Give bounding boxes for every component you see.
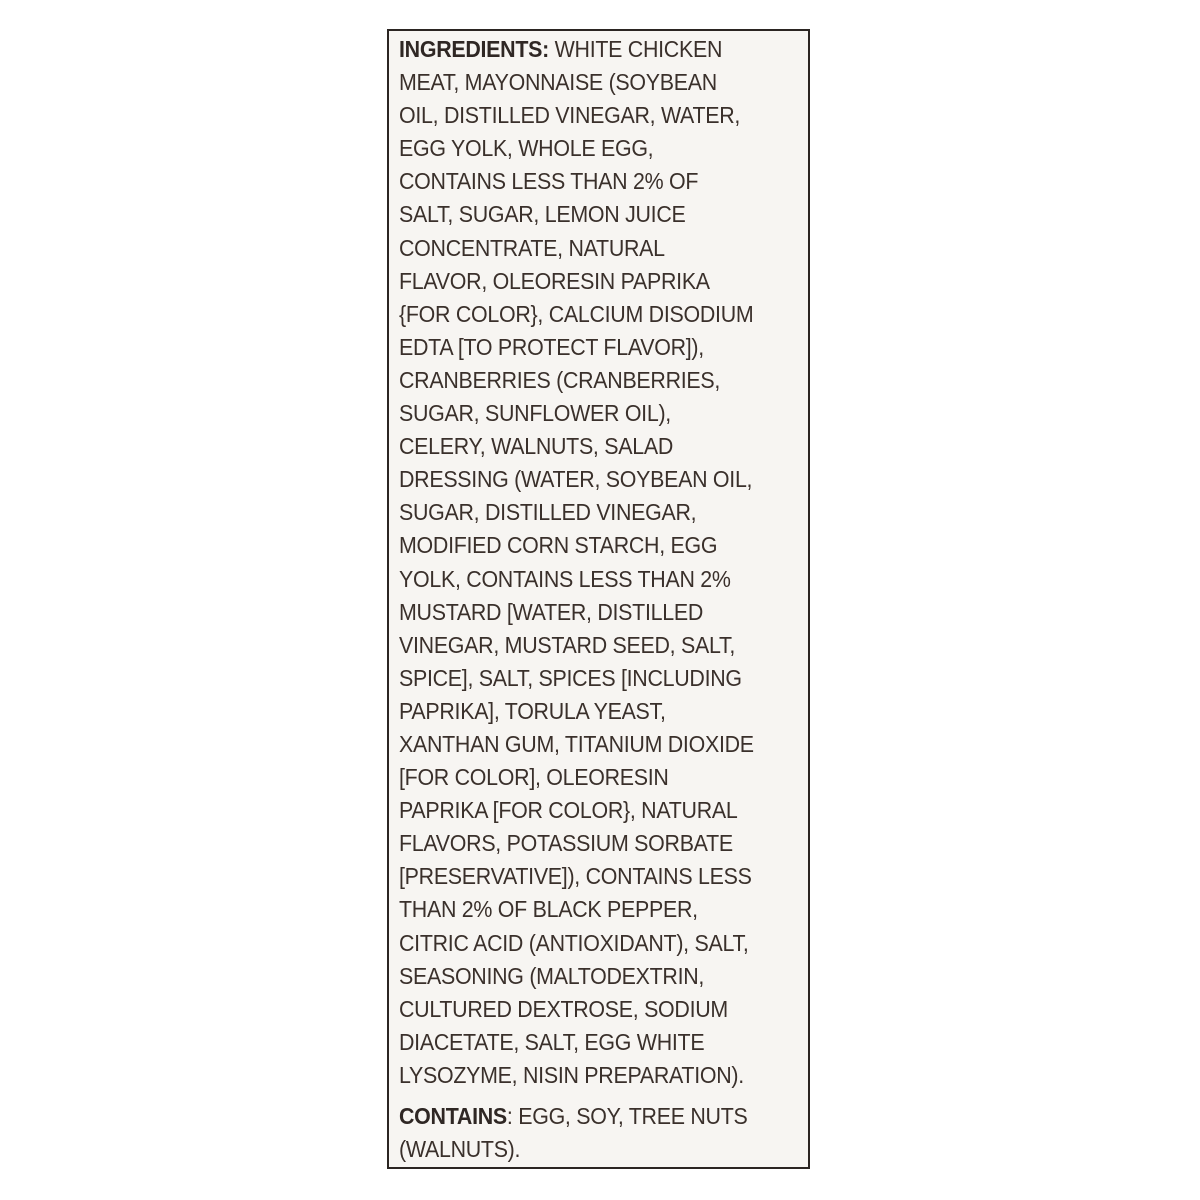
ingredients-line: YOLK, CONTAINS LESS THAN 2% [399, 565, 731, 592]
contains-first-line [399, 1100, 778, 1133]
contains-first-line-text: : EGG, SOY, TREE NUTS [506, 1103, 748, 1129]
ingredients-line: SPICE], SALT, SPICES [INCLUDING [399, 664, 742, 691]
ingredients-line: [PRESERVATIVE]), CONTAINS LESS [399, 863, 752, 890]
ingredients-block [399, 33, 807, 1092]
contains-heading: CONTAINS [399, 1103, 507, 1129]
ingredients-line: MEAT, MAYONNAISE (SOYBEAN [399, 69, 717, 96]
ingredients-line: CONCENTRATE, NATURAL [399, 234, 665, 261]
contains-block [399, 1100, 807, 1166]
ingredients-line: CELERY, WALNUTS, SALAD [399, 433, 674, 460]
ingredients-line: LYSOZYME, NISIN PREPARATION). [399, 1061, 744, 1088]
ingredients-line: [FOR COLOR], OLEORESIN [399, 764, 669, 791]
ingredients-line: MODIFIED CORN STARCH, EGG [399, 532, 718, 559]
ingredients-line: SUGAR, SUNFLOWER OIL), [399, 400, 671, 427]
ingredients-line: CRANBERRIES (CRANBERRIES, [399, 366, 721, 393]
ingredients-line: SALT, SUGAR, LEMON JUICE [399, 201, 686, 228]
contains-lines [399, 1133, 807, 1166]
ingredients-first-line [399, 33, 778, 66]
ingredients-line: SEASONING (MALTODEXTRIN, [399, 962, 705, 989]
ingredients-line: PAPRIKA [FOR COLOR}, NATURAL [399, 797, 738, 824]
ingredients-line: SUGAR, DISTILLED VINEGAR, [399, 499, 697, 526]
ingredients-line: VINEGAR, MUSTARD SEED, SALT, [399, 631, 736, 658]
ingredients-line: OIL, DISTILLED VINEGAR, WATER, [399, 102, 741, 129]
ingredients-line: FLAVOR, OLEORESIN PAPRIKA [399, 267, 710, 294]
ingredients-first-line-text: WHITE CHICKEN [548, 36, 723, 62]
ingredients-line: {FOR COLOR}, CALCIUM DISODIUM [399, 300, 754, 327]
contains-line: (WALNUTS). [399, 1136, 521, 1163]
label-text-block [399, 33, 807, 1166]
ingredients-line: CULTURED DEXTROSE, SODIUM [399, 995, 728, 1022]
ingredients-line: PAPRIKA], TORULA YEAST, [399, 697, 666, 724]
ingredients-line: FLAVORS, POTASSIUM SORBATE [399, 830, 733, 857]
ingredients-line: XANTHAN GUM, TITANIUM DIOXIDE [399, 730, 754, 757]
ingredients-line: EGG YOLK, WHOLE EGG, [399, 135, 654, 162]
ingredients-label-panel [387, 29, 810, 1169]
ingredients-lines [399, 66, 807, 1092]
ingredients-line: MUSTARD [WATER, DISTILLED [399, 598, 704, 625]
ingredients-line: CONTAINS LESS THAN 2% OF [399, 168, 699, 195]
ingredients-line: DIACETATE, SALT, EGG WHITE [399, 1028, 705, 1055]
ingredients-line: CITRIC ACID (ANTIOXIDANT), SALT, [399, 929, 749, 956]
ingredients-line: THAN 2% OF BLACK PEPPER, [399, 896, 698, 923]
ingredients-line: EDTA [TO PROTECT FLAVOR]), [399, 333, 704, 360]
ingredients-heading: INGREDIENTS: [399, 36, 549, 62]
ingredients-line: DRESSING (WATER, SOYBEAN OIL, [399, 466, 753, 493]
